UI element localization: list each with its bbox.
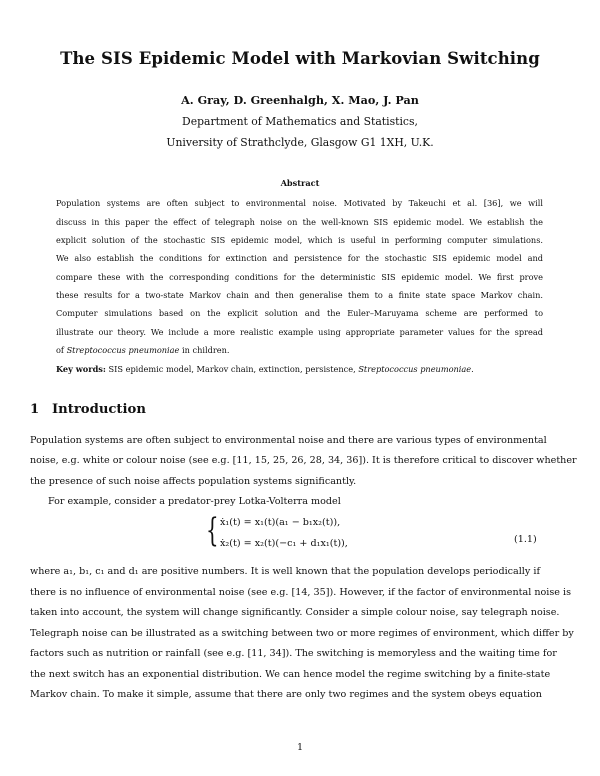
species-name: Streptococcus pneumoniae bbox=[66, 345, 180, 355]
paper-title: The SIS Epidemic Model with Markovian Switching bbox=[60, 49, 540, 68]
author-list: A. Gray, D. Greenhalgh, X. Mao, J. Pan bbox=[181, 93, 419, 107]
abstract-last-line: of Streptococcus pneumoniae in children. bbox=[56, 345, 230, 355]
affiliation-department: Department of Mathematics and Statistics, bbox=[182, 115, 418, 128]
keywords: Key words: SIS epidemic model, Markov chain, extinction, persistence, Streptococcus pneumoniae. bbox=[56, 364, 474, 374]
abstract-line: Population systems are often subject to environmental noise. Motivated by Takeuchi et al. [36], we will bbox=[56, 198, 543, 208]
keywords-species: Streptococcus pneumoniae bbox=[358, 364, 472, 374]
abstract-line: discuss in this paper the effect of telegraph noise on the well-known SIS epidemic model. We establish the bbox=[56, 217, 543, 227]
brace-symbol: { bbox=[206, 510, 219, 549]
abstract-line: We also establish the conditions for extinction and persistence for the stochastic SIS epidemic model and bbox=[56, 253, 543, 263]
section-title: Introduction bbox=[52, 402, 146, 417]
body-line: the next switch has an exponential distribution. We can hence model the regime switching by a finite-state bbox=[30, 669, 551, 680]
section-number: 1 bbox=[30, 402, 40, 417]
equation-row: ẋ₁(t) = x₁(t)(a₁ − b₁x₂(t)), bbox=[220, 517, 341, 528]
body-line: factors such as nutrition or rainfall (see e.g. [11, 34]). The switching is memoryless and the waiting time for bbox=[30, 648, 557, 659]
abstract-line: illustrate our theory. We include a more realistic example using appropriate parameter values for the spread bbox=[56, 327, 543, 337]
keywords-label: Key words: bbox=[56, 364, 106, 374]
equation-number: (1.1) bbox=[514, 534, 537, 545]
body-line: Population systems are often subject to environmental noise and there are various types of environmental bbox=[30, 435, 547, 446]
affiliation-university: University of Strathclyde, Glasgow G1 1XH, U.K. bbox=[166, 136, 434, 149]
abstract-line: these results for a two-state Markov chain and then generalise them to a finite state space Markov chain. bbox=[56, 290, 543, 300]
body-line: there is no influence of environmental noise (see e.g. [14, 35]). However, if the factor of environmental noise is bbox=[30, 587, 571, 598]
body-line: Markov chain. To make it simple, assume that there are only two regimes and the system obeys equation bbox=[30, 689, 542, 700]
page-number: 1 bbox=[296, 742, 304, 753]
abstract-heading: Abstract bbox=[280, 178, 320, 188]
section-heading bbox=[30, 402, 146, 417]
body-line: where a₁, b₁, c₁ and d₁ are positive numbers. It is well known that the population develops periodically if bbox=[30, 566, 540, 577]
abstract-line: Computer simulations based on the explicit solution and the Euler–Maruyama scheme are performed to bbox=[56, 308, 543, 318]
equation-row: ẋ₂(t) = x₂(t)(−c₁ + d₁x₁(t)), bbox=[220, 538, 348, 549]
abstract-line: explicit solution of the stochastic SIS epidemic model, which is useful in performing computer simulations. bbox=[56, 235, 543, 245]
body-line: For example, consider a predator-prey Lotka-Volterra model bbox=[48, 496, 341, 507]
body-line: the presence of such noise affects population systems significantly. bbox=[30, 476, 357, 487]
body-line: taken into account, the system will change significantly. Consider a simple colour noise, say telegraph noise. bbox=[30, 607, 560, 618]
abstract-line: compare these with the corresponding conditions for the deterministic SIS epidemic model. We first prove bbox=[56, 272, 543, 282]
body-line: Telegraph noise can be illustrated as a switching between two or more regimes of environment, which differ by bbox=[30, 628, 574, 639]
body-line: noise, e.g. white or colour noise (see e.g. [11, 15, 25, 26, 28, 34, 36]). It is therefore critical to discover whether bbox=[30, 455, 577, 466]
